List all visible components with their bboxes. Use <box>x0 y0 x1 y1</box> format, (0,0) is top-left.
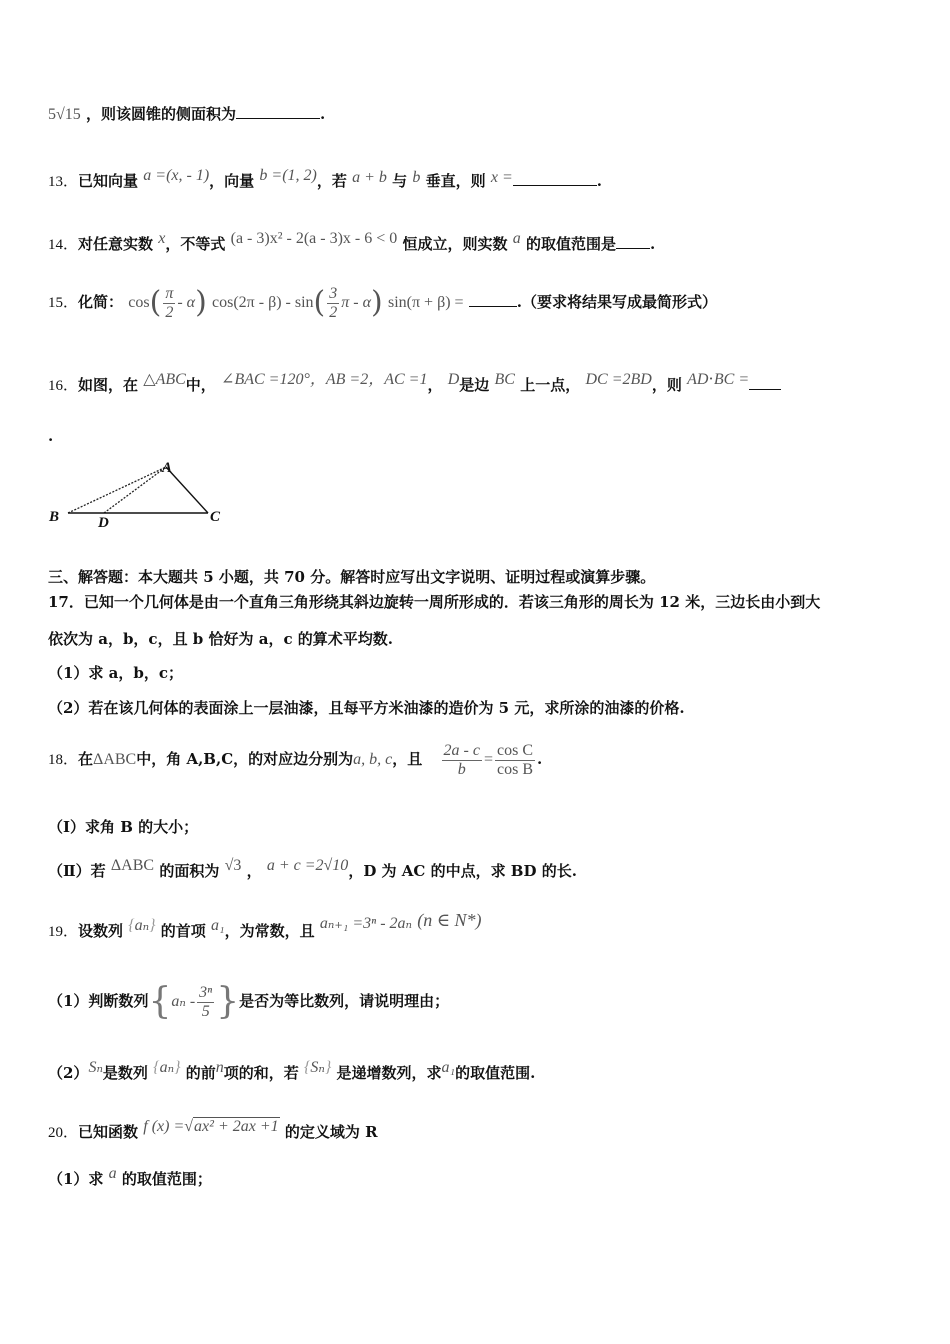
q19-seq-term: aₙ <box>134 917 150 934</box>
q16-answer-blank <box>749 375 781 390</box>
q14-answer-blank <box>616 234 650 249</box>
q18-text-2: 中，角 A,B,C，的对应边分别为 <box>136 750 354 768</box>
q16-point-d: D <box>447 371 460 388</box>
q19-part-2 <box>48 1059 536 1084</box>
q19-p1-term: aₙ - <box>171 993 196 1010</box>
q19-number: 19． <box>48 924 79 940</box>
q18-p2-text-4: ，D 为 AC 的中点，求 BD 的长. <box>348 862 577 880</box>
q15-paren-open-1: ( <box>149 285 162 320</box>
label-a: A <box>162 460 173 476</box>
q19-p1-text-2: 是否为等比数列，请说明理由； <box>239 992 450 1010</box>
q18-frac-1 <box>442 742 482 779</box>
q18-p2-text-2: 的面积为 <box>159 862 220 880</box>
q19-seq: {aₙ} <box>128 917 156 934</box>
q19-p2-text-2: 是数列 <box>102 1064 148 1082</box>
label-b: B <box>49 509 60 525</box>
q16-triangle: △ABC <box>143 371 186 388</box>
q20-part-1 <box>48 1165 212 1190</box>
q15-minus-alpha: - α <box>177 294 196 311</box>
q17-line-1: 17．已知一个几何体是由一个直角三角形绕其斜边旋转一周所形成的．若该三角形的周长为 12 米，三边长由小到大 <box>48 593 821 611</box>
q14-math-1: x <box>158 230 166 247</box>
q15-frac-2-num: 3 <box>329 284 338 302</box>
q15-frac-1-num: π <box>165 284 174 302</box>
question-13 <box>48 167 603 192</box>
q14-number: 14． <box>48 237 79 253</box>
q20-function: f (x) = <box>143 1118 185 1135</box>
question-15 <box>48 282 717 323</box>
q20-p1-a: a <box>108 1165 117 1182</box>
q13-answer-blank <box>513 171 597 186</box>
q12-end: . <box>320 105 326 123</box>
q18-p2-text-3: ， <box>246 862 262 880</box>
q20-number: 20． <box>48 1125 79 1141</box>
label-c: C <box>210 509 221 525</box>
q19-part-1 <box>48 976 449 1027</box>
q16-text-5: 上一点， <box>520 376 581 394</box>
q19-p2-seq: {aₙ} <box>153 1059 181 1076</box>
q13-text-3: ，若 <box>316 172 347 190</box>
label-d: D <box>98 515 109 531</box>
q15-paren-open-2: ( <box>313 285 326 320</box>
q15-text-2: .（要求将结果写成最简形式） <box>516 293 718 311</box>
q18-sides: a, b, c <box>353 751 393 768</box>
q15-cos: cos <box>128 294 150 311</box>
q13-math-2: b =(1, 2) <box>259 167 317 184</box>
q15-paren-close-1: ) <box>195 285 207 320</box>
q19-p2-n: n <box>215 1059 224 1076</box>
q15-frac-1-den: 2 <box>165 303 174 321</box>
q18-frac-2-den: cos B <box>496 760 533 778</box>
segment-ad <box>104 467 166 513</box>
q19-text-3: ，为常数，且 <box>224 922 315 940</box>
q19-text-2: 的首项 <box>160 922 206 940</box>
question-14 <box>48 230 656 255</box>
question-19 <box>48 910 482 942</box>
q19-p1-brace-close: } <box>216 981 240 1022</box>
q16-givens: ∠BAC =120°，AB =2，AC =1 <box>221 371 428 388</box>
q20-p1-text-2: 的取值范围； <box>121 1170 212 1188</box>
section-3-heading: 三、解答题：本大题共 5 小题，共 70 分。解答时应写出文字说明、证明过程或演算步骤。 <box>48 568 656 586</box>
q19-p2-sn-seq: {Sₙ} <box>303 1059 332 1076</box>
q18-part-1: （Ⅰ）求角 B 的大小； <box>48 818 199 836</box>
q16-period: . <box>48 427 54 445</box>
q14-inequality: (a - 3)x² - 2(a - 3)x - 6 < 0 <box>230 230 398 247</box>
q18-text-1: 在 <box>78 750 94 768</box>
q14-end: . <box>650 235 656 253</box>
q19-p2-sn-term: Sₙ <box>310 1059 325 1076</box>
q15-paren-close-2: ) <box>371 285 383 320</box>
q18-frac-1-den: b <box>457 760 466 778</box>
q20-p1-text-1: （1）求 <box>48 1170 104 1188</box>
q20-text-1: 已知函数 <box>78 1123 139 1141</box>
q16-text-4: 是边 <box>459 376 490 394</box>
q12-expr: 5√15 <box>48 106 81 123</box>
q15-sin-tail: sin(π + β) = <box>387 294 464 311</box>
q20-radical: √ax² + 2ax +1 <box>184 1118 279 1135</box>
q19-p2-text-3: 的前 <box>185 1064 216 1082</box>
question-18 <box>48 737 542 782</box>
segment-ab <box>68 467 166 513</box>
q16-side-bc: BC <box>494 371 515 388</box>
q18-p2-area: √3 <box>224 857 242 874</box>
q19-recurrence: aₙ₊₁ =3ⁿ - 2aₙ <box>319 915 412 932</box>
q19-p2-seq-term: aₙ <box>159 1059 175 1076</box>
q15-middle: cos(2π - β) - sin <box>212 294 314 311</box>
q15-frac-1 <box>163 285 175 322</box>
q14-math-3: a <box>512 230 521 247</box>
q19-p2-text-1: （2） <box>48 1064 89 1082</box>
q13-text-4: 与 <box>392 172 408 190</box>
q19-domain: (n ∈ N*) <box>417 910 482 930</box>
segment-ac <box>166 467 208 513</box>
q18-p2-text-1: （Ⅱ）若 <box>48 862 106 880</box>
q18-triangle: ΔABC <box>93 751 137 768</box>
q19-p2-sn: Sₙ <box>88 1059 103 1076</box>
q13-text-2: ，向量 <box>209 172 255 190</box>
q17-part-1: （1）求 a，b，c； <box>48 664 184 682</box>
q12-continuation <box>48 104 325 125</box>
q19-p1-brace-open: { <box>148 981 172 1022</box>
q20-radicand: ax² + 2ax +1 <box>194 1118 279 1135</box>
q18-number: 18． <box>48 752 79 768</box>
q18-part-2 <box>48 857 577 882</box>
q13-math-5: x = <box>490 169 513 186</box>
q13-math-3: a + b <box>352 169 387 186</box>
q12-answer-blank <box>236 104 320 119</box>
question-16 <box>48 371 781 396</box>
q13-text-1: 已知向量 <box>78 172 139 190</box>
q15-frac-2 <box>327 285 339 322</box>
q14-text-4: 的取值范围是 <box>526 235 617 253</box>
q18-p2-sum: a + c =2√10 <box>266 857 349 874</box>
q17-part-2: （2）若在该几何体的表面涂上一层油漆，且每平方米油漆的造价为 5 元，求所涂的油漆的价格. <box>48 699 685 717</box>
q13-number: 13． <box>48 174 79 190</box>
q16-dot-product: AD⋅BC = <box>687 371 750 388</box>
q15-answer-blank <box>469 292 517 307</box>
q16-ratio: DC =2BD <box>585 371 652 388</box>
q15-text-1: 化简： <box>78 293 124 311</box>
q13-math-4: b <box>412 169 421 186</box>
q13-end: . <box>596 172 603 190</box>
q14-text-1: 对任意实数 <box>78 235 154 253</box>
q20-text-2: 的定义域为 R <box>284 1123 378 1141</box>
q14-text-3: 恒成立，则实数 <box>402 235 508 253</box>
q13-text-5: 垂直，则 <box>425 172 486 190</box>
q15-pi-minus-alpha: π - α <box>341 294 372 311</box>
q16-text-3: ， <box>427 376 443 394</box>
q19-text-1: 设数列 <box>78 922 124 940</box>
q18-p2-triangle: ΔABC <box>110 857 155 874</box>
q18-text-3: ，且 <box>392 750 423 768</box>
q16-number: 16． <box>48 378 79 394</box>
q19-p1-frac-num: 3ⁿ <box>199 983 213 1001</box>
q18-frac-2-num: cos C <box>496 741 533 759</box>
q19-p1-frac-den: 5 <box>201 1002 210 1020</box>
q16-text-2: 中， <box>185 376 216 394</box>
question-20 <box>48 1118 378 1143</box>
triangle-figure <box>40 455 240 535</box>
q18-frac-1-num: 2a - c <box>443 741 480 759</box>
q19-p2-a1: a₁ <box>441 1059 456 1076</box>
q19-p2-text-6: 的取值范围. <box>455 1064 536 1082</box>
q13-math-1: a =(x, - 1) <box>143 167 210 184</box>
q19-p1-frac <box>197 984 214 1021</box>
q12-text: ，则该圆锥的侧面积为 <box>86 105 237 123</box>
q14-text-2: ，不等式 <box>165 235 226 253</box>
q19-p1-text-1: （1）判断数列 <box>48 992 149 1010</box>
q18-frac-2 <box>495 742 535 779</box>
q16-text-6: ，则 <box>651 376 682 394</box>
q19-first-term: a₁ <box>211 917 225 934</box>
q19-p2-text-5: 是递增数列，求 <box>336 1064 442 1082</box>
q18-end: . <box>536 750 543 768</box>
q15-number: 15． <box>48 295 79 311</box>
q16-text-1: 如图，在 <box>78 376 139 394</box>
q19-p2-text-4: 项的和，若 <box>223 1064 299 1082</box>
q17-line-2: 依次为 a，b，c，且 b 恰好为 a，c 的算术平均数. <box>48 630 394 648</box>
q18-equals: = <box>483 751 493 768</box>
q15-frac-2-den: 2 <box>329 303 338 321</box>
